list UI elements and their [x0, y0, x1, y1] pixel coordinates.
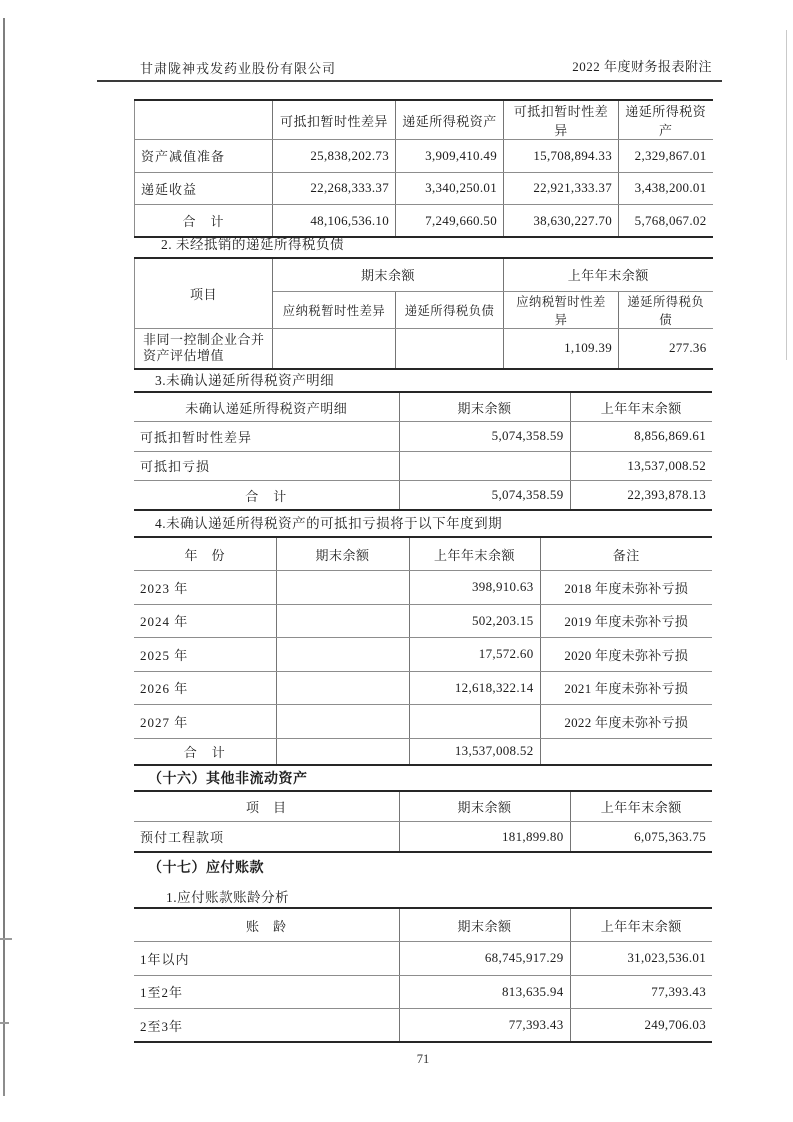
note-cell: 2021 年度未弥补亏损 — [540, 671, 712, 705]
accounts-payable-aging-table — [134, 907, 712, 1043]
amount-cell — [276, 604, 409, 638]
table-header-row — [135, 100, 713, 140]
page-number: 71 — [416, 1052, 430, 1066]
table-row — [135, 172, 713, 205]
table-row — [134, 975, 712, 1009]
column-header: 应纳税暂时性差异 — [273, 291, 396, 328]
column-header: 年 份 — [134, 537, 276, 571]
column-header: 上年年末余额 — [570, 908, 712, 942]
section-title-unrecognized-deferred-tax-assets: 3.未确认递延所得税资产明细 — [155, 373, 335, 388]
table-row — [135, 140, 713, 173]
row-label: 2023 年 — [134, 571, 276, 605]
column-header: 递延所得税负债 — [396, 291, 504, 328]
column-header: 递延所得税资产 — [619, 100, 713, 140]
note-cell — [540, 738, 712, 765]
amount-cell: 5,768,067.02 — [634, 212, 707, 228]
row-label: 递延收益 — [135, 172, 273, 205]
table-header-row — [134, 908, 712, 942]
amount-cell — [273, 328, 396, 369]
column-header — [135, 100, 273, 140]
column-header: 期末余额 — [399, 392, 570, 422]
row-label: 资产减值准备 — [135, 140, 273, 173]
note-cell: 2018 年度未弥补亏损 — [540, 571, 712, 605]
amount-cell: 6,075,363.75 — [634, 828, 706, 844]
section-title-deductible-losses-expiry: 4.未确认递延所得税资产的可抵扣亏损将于以下年度到期 — [155, 516, 503, 531]
deferred-tax-assets-table — [134, 99, 713, 238]
amount-cell: 5,074,358.59 — [399, 481, 570, 511]
amount-cell: 13,537,008.52 — [409, 738, 540, 765]
row-label: 可抵扣亏损 — [134, 451, 399, 481]
column-header: 期末余额 — [276, 537, 409, 571]
amount-cell: 813,635.94 — [399, 975, 570, 1009]
scan-edge-artifact-left — [3, 18, 5, 1096]
table-header-row — [134, 392, 712, 422]
scan-mark — [0, 938, 12, 940]
row-label: 1年以内 — [134, 942, 399, 976]
amount-cell: 277.36 — [668, 340, 707, 356]
row-label: 合 计 — [134, 481, 399, 511]
table-row — [134, 822, 712, 853]
table-row — [134, 705, 712, 739]
note-cell: 2022 年度未弥补亏损 — [540, 705, 712, 739]
column-header: 备注 — [540, 537, 712, 571]
row-label: 2至3年 — [134, 1009, 399, 1043]
amount-cell: 8,856,869.61 — [570, 422, 712, 452]
table-row — [134, 1009, 712, 1043]
row-label: 1至2年 — [134, 975, 399, 1009]
column-header: 上年年末余额 — [409, 537, 540, 571]
column-group-header: 上年年末余额 — [504, 258, 713, 291]
row-label: 2027 年 — [134, 705, 276, 739]
table-row — [134, 571, 712, 605]
table-row — [134, 638, 712, 672]
column-header: 递延所得税资产 — [396, 100, 504, 140]
amount-cell: 398,910.63 — [409, 571, 540, 605]
note-cell: 2019 年度未弥补亏损 — [540, 604, 712, 638]
amount-cell: 17,572.60 — [409, 638, 540, 672]
row-label: 2026 年 — [134, 671, 276, 705]
subsection-title-aging-analysis: 1.应付账款账龄分析 — [166, 890, 290, 905]
row-label: 非同一控制企业合并资产评估增值 — [135, 328, 273, 369]
table-header-row — [134, 791, 712, 822]
table-row — [134, 451, 712, 481]
amount-cell — [276, 738, 409, 765]
company-name: 甘肃陇神戎发药业股份有限公司 — [140, 61, 337, 76]
table-group-header-row — [135, 258, 713, 291]
amount-cell — [276, 671, 409, 705]
scan-mark — [0, 1022, 9, 1024]
table-row — [134, 422, 712, 452]
amount-cell: 22,393,878.13 — [627, 487, 706, 502]
table-header-row — [134, 537, 712, 571]
row-label: 2025 年 — [134, 638, 276, 672]
amount-cell — [276, 705, 409, 739]
amount-cell: 22,268,333.37 — [273, 172, 396, 205]
column-header: 未确认递延所得税资产明细 — [134, 392, 399, 422]
amount-cell: 48,106,536.10 — [273, 205, 396, 238]
amount-cell — [396, 328, 504, 369]
amount-cell: 77,393.43 — [570, 975, 712, 1009]
column-header: 项目 — [135, 258, 273, 328]
scan-edge-artifact-right — [786, 30, 787, 360]
column-header: 应纳税暂时性差异 — [504, 291, 619, 328]
total-row — [134, 481, 712, 511]
amount-cell: 68,745,917.29 — [399, 942, 570, 976]
column-header: 账 龄 — [134, 908, 399, 942]
column-header: 上年年末余额 — [570, 791, 712, 822]
amount-cell: 38,630,227.70 — [504, 205, 619, 238]
amount-cell: 2,329,867.01 — [619, 140, 713, 173]
amount-cell: 3,438,200.01 — [619, 172, 713, 205]
table-row — [134, 942, 712, 976]
amount-cell: 22,921,333.37 — [504, 172, 619, 205]
table-row — [134, 604, 712, 638]
section-title-deferred-tax-liabilities: 2. 未经抵销的递延所得税负债 — [161, 237, 344, 252]
amount-cell: 7,249,660.50 — [396, 205, 504, 238]
amount-cell: 502,203.15 — [409, 604, 540, 638]
row-label: 2024 年 — [134, 604, 276, 638]
column-header: 期末余额 — [399, 791, 570, 822]
amount-cell — [409, 705, 540, 739]
amount-cell: 181,899.80 — [399, 822, 570, 853]
deferred-tax-liabilities-table — [134, 257, 713, 370]
column-header: 期末余额 — [399, 908, 570, 942]
total-row — [134, 738, 712, 765]
amount-cell: 3,909,410.49 — [396, 140, 504, 173]
amount-cell: 12,618,322.14 — [409, 671, 540, 705]
amount-cell: 77,393.43 — [399, 1009, 570, 1043]
amount-cell: 13,537,008.52 — [570, 451, 712, 481]
amount-cell: 1,109.39 — [504, 328, 619, 369]
note-cell: 2020 年度未弥补亏损 — [540, 638, 712, 672]
amount-cell: 25,838,202.73 — [273, 140, 396, 173]
table-row — [134, 671, 712, 705]
row-label: 可抵扣暂时性差异 — [134, 422, 399, 452]
other-noncurrent-assets-table — [134, 790, 712, 853]
column-header: 项 目 — [134, 791, 399, 822]
header-rule — [97, 80, 722, 82]
row-label: 预付工程款项 — [134, 822, 399, 853]
amount-cell: 15,708,894.33 — [504, 140, 619, 173]
table-row — [135, 328, 713, 369]
column-header: 可抵扣暂时性差异 — [273, 100, 396, 140]
row-label: 合 计 — [134, 738, 276, 765]
amount-cell: 249,706.03 — [644, 1017, 706, 1032]
amount-cell: 5,074,358.59 — [399, 422, 570, 452]
column-header: 上年年末余额 — [570, 392, 712, 422]
document-title: 2022 年度财务报表附注 — [572, 59, 712, 74]
amount-cell — [276, 638, 409, 672]
amount-cell — [399, 451, 570, 481]
unrecognized-deferred-tax-assets-table — [134, 391, 712, 511]
deductible-losses-expiry-table — [134, 536, 712, 766]
amount-cell: 3,340,250.01 — [396, 172, 504, 205]
section-title-other-noncurrent-assets: （十六）其他非流动资产 — [148, 772, 308, 787]
amount-cell — [276, 571, 409, 605]
column-header: 可抵扣暂时性差异 — [504, 100, 619, 140]
column-group-header: 期末余额 — [273, 258, 504, 291]
amount-cell: 31,023,536.01 — [570, 942, 712, 976]
column-header: 递延所得税负债 — [619, 291, 713, 328]
section-title-accounts-payable: （十七）应付账款 — [148, 861, 264, 876]
row-label: 合 计 — [135, 205, 273, 238]
